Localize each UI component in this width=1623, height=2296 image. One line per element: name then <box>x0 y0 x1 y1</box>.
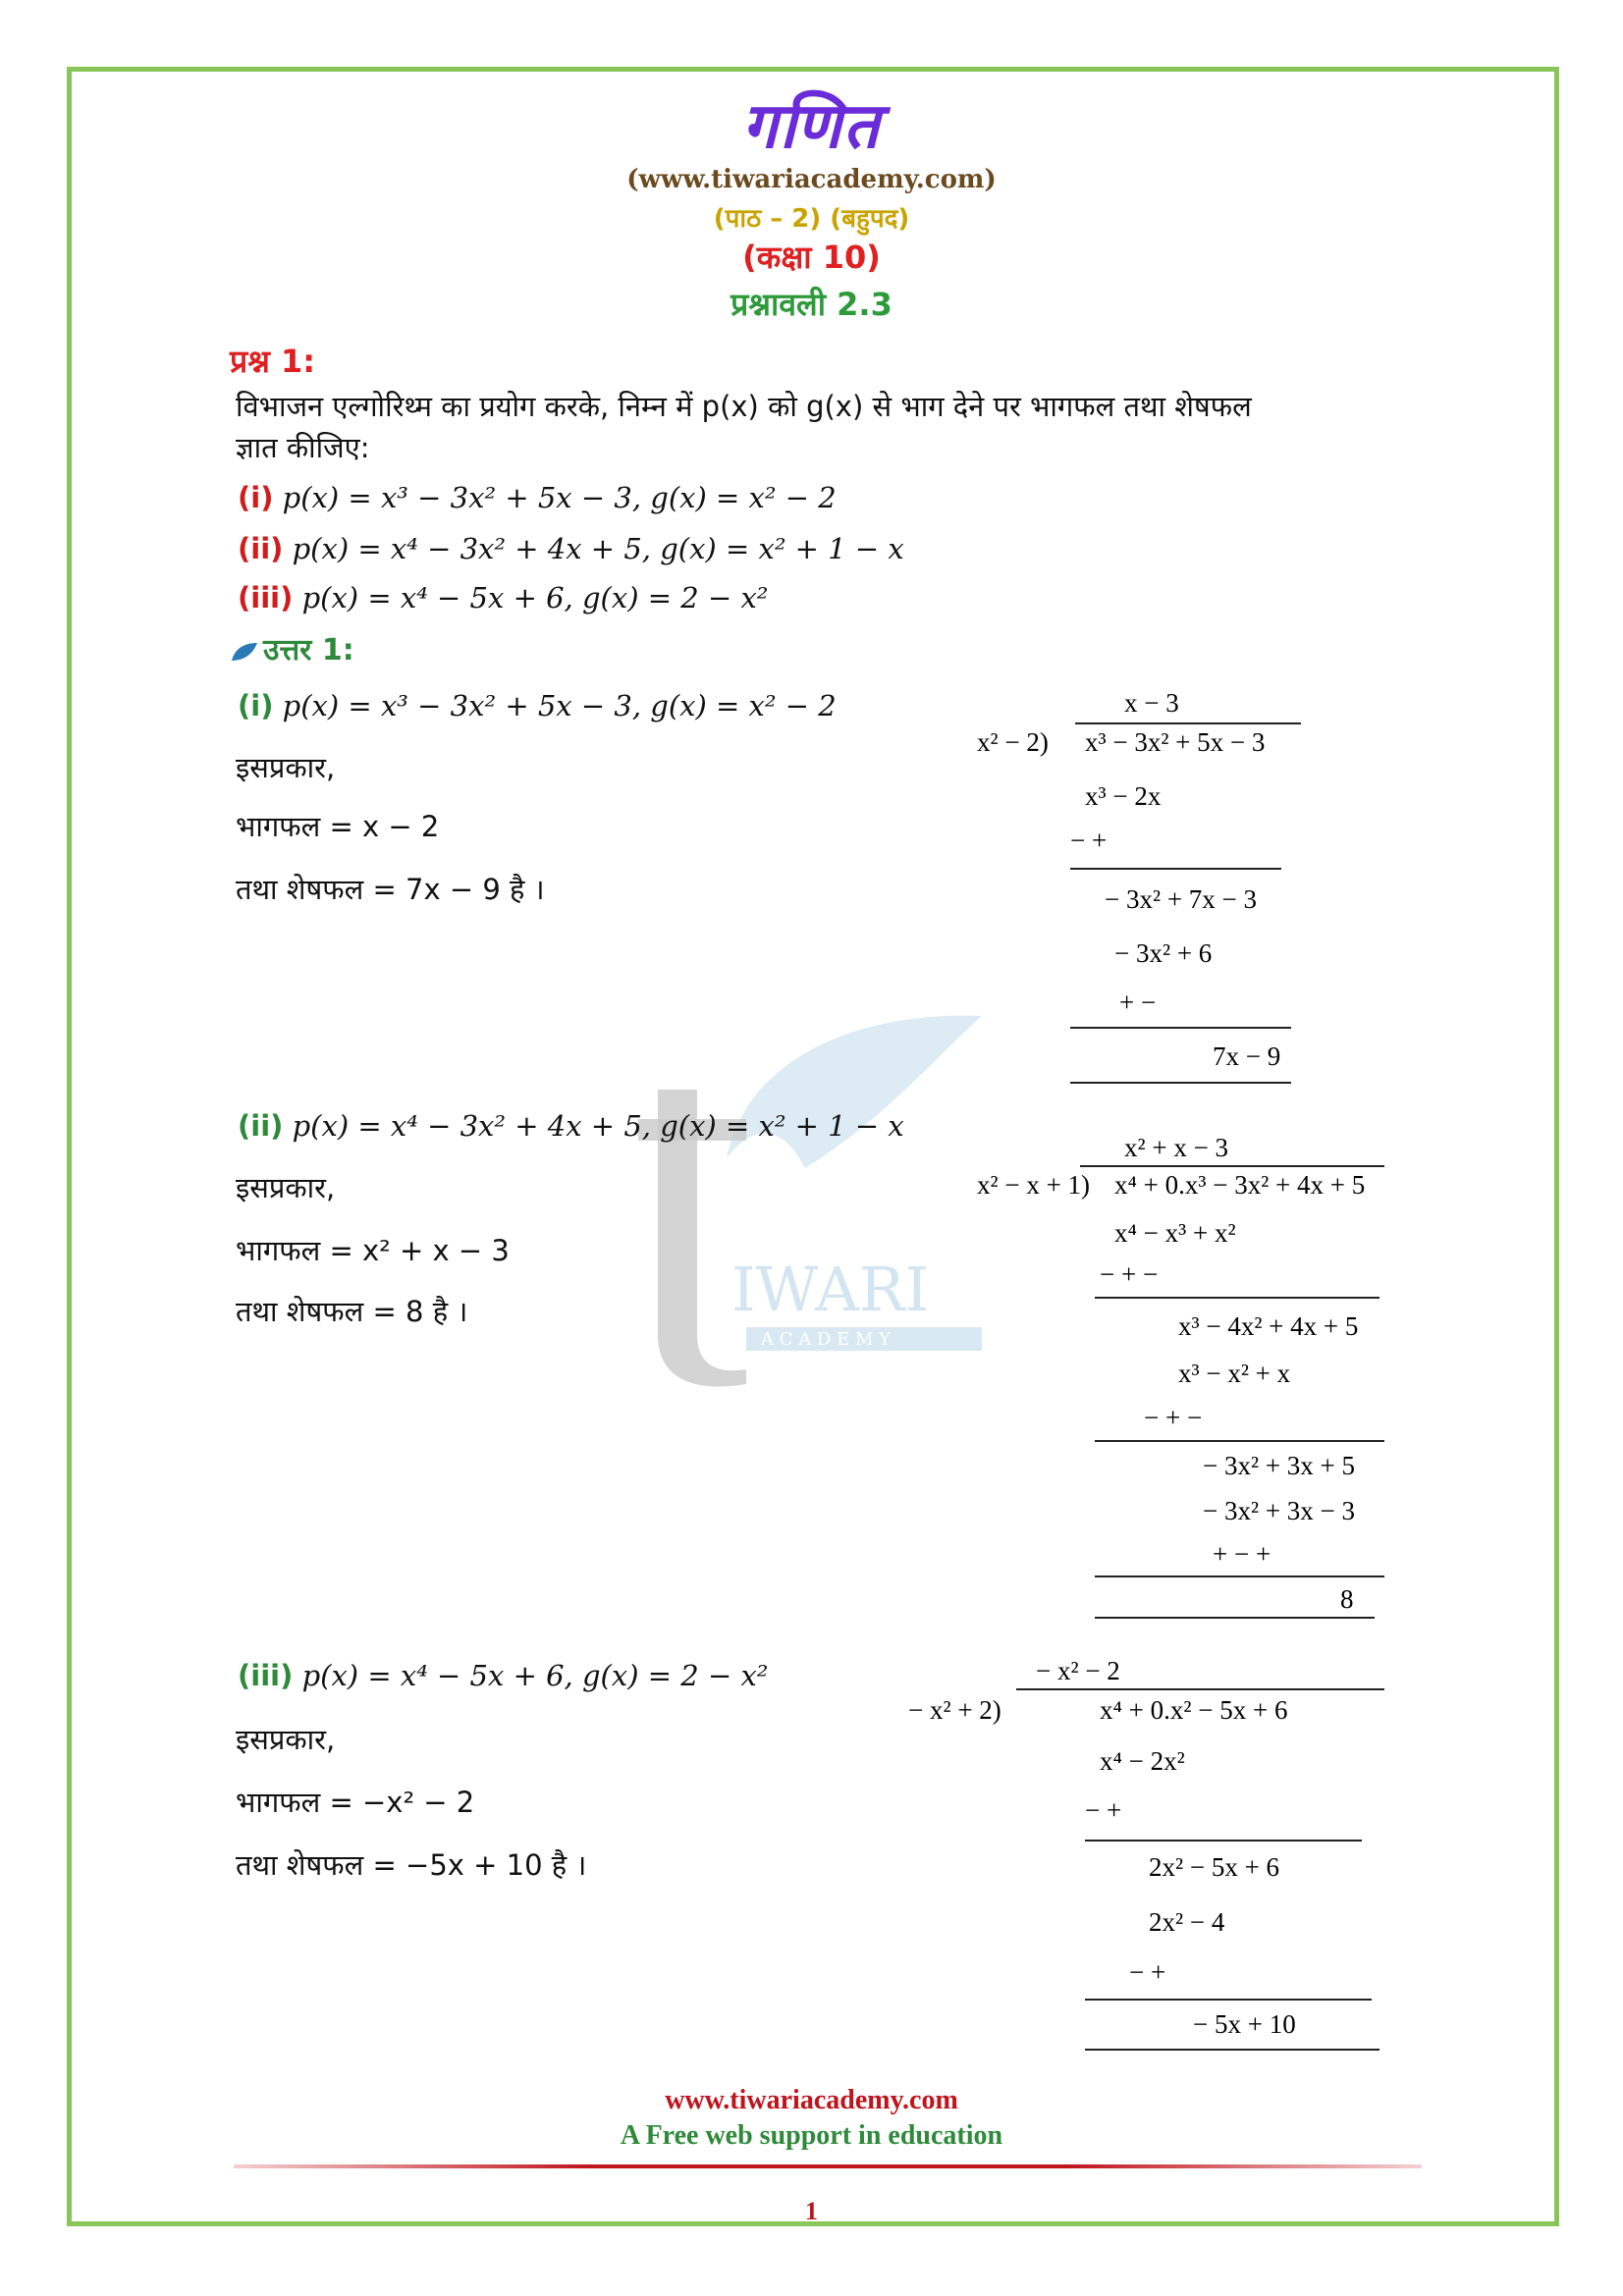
division-row: − + − <box>1100 1259 1159 1289</box>
answer-part-ii-expr <box>238 1109 904 1143</box>
item-expr: p(x) = x⁴ − 5x + 6, g(x) = 2 − x² <box>301 581 769 614</box>
answer-part-i-quotient: भागफल = x − 2 <box>236 810 440 843</box>
answer-part-iii-remainder: तथा शेषफल = −5x + 10 है । <box>236 1848 587 1882</box>
answer-part-iii-expr <box>238 1659 768 1692</box>
header-site: (www.tiwariacademy.com) <box>626 165 997 194</box>
long-division-ii <box>977 1129 1399 1620</box>
footer-divider <box>234 2164 1422 2168</box>
question-text-line1: विभाजन एल्गोरिथ्म का प्रयोग करके, निम्न में p(x) को g(x) से भाग देने पर भागफल तथा शेषफल <box>236 390 1252 423</box>
division-row: x⁴ − x³ + x² <box>1114 1218 1236 1248</box>
question-item-iii <box>238 581 768 614</box>
class-label: (कक्षा 10) <box>742 239 881 276</box>
leaf-icon <box>230 641 259 663</box>
answer-part-i-expr <box>238 689 837 722</box>
answer-part-ii-quotient: भागफल = x² + x − 3 <box>236 1234 510 1267</box>
division-row: − + <box>1085 1795 1122 1825</box>
page-number: 1 <box>805 2197 818 2225</box>
part-label: (i) <box>238 689 274 722</box>
division-row: 2x² − 5x + 6 <box>1149 1852 1280 1882</box>
item-label: (ii) <box>238 532 284 565</box>
subject-title: गणित <box>741 90 882 163</box>
division-row: − 3x² + 3x − 3 <box>1203 1496 1356 1525</box>
long-division-i <box>977 682 1330 1095</box>
division-dividend: x⁴ + 0.x³ − 3x² + 4x + 5 <box>1114 1170 1366 1200</box>
item-label: (iii) <box>238 581 294 614</box>
question-item-i <box>238 481 837 514</box>
division-row: x³ − 2x <box>1085 781 1162 811</box>
division-row: 8 <box>1340 1584 1354 1614</box>
answer-part-iii-thus: इसप्रकार, <box>236 1723 336 1756</box>
division-row: + − <box>1119 988 1157 1017</box>
division-row: x³ − x² + x <box>1178 1359 1291 1388</box>
item-expr: p(x) = x⁴ − 3x² + 4x + 5, g(x) = x² + 1 − x <box>292 532 904 565</box>
division-row: − 3x² + 6 <box>1114 938 1213 968</box>
exercise-label: प्रश्नावली 2.3 <box>730 286 893 323</box>
footer-tagline: A Free web support in education <box>620 2120 1003 2151</box>
part-label: (iii) <box>238 1659 294 1692</box>
long-division-iii <box>908 1654 1399 2056</box>
part-expr: p(x) = x⁴ − 5x + 6, g(x) = 2 − x² <box>301 1659 769 1692</box>
division-quotient: x − 3 <box>1124 688 1179 718</box>
division-row: x³ − 4x² + 4x + 5 <box>1178 1311 1359 1341</box>
footer-site: www.tiwariacademy.com <box>665 2085 958 2115</box>
question-text-line2: ज्ञात कीजिए: <box>236 431 370 464</box>
answer-part-iii-quotient: भागफल = −x² − 2 <box>236 1786 475 1819</box>
answer-part-i-thus: इसप्रकार, <box>236 751 336 784</box>
question-item-ii <box>238 532 904 565</box>
division-row: − 3x² + 7x − 3 <box>1105 884 1258 914</box>
part-expr: p(x) = x⁴ − 3x² + 4x + 5, g(x) = x² + 1 − x <box>292 1109 904 1143</box>
division-divisor: x² − 2) <box>977 727 1049 757</box>
watermark-sub: A C A D E M Y <box>761 1329 891 1350</box>
answer-part-ii-remainder: तथा शेषफल = 8 है । <box>236 1295 468 1328</box>
division-row: 2x² − 4 <box>1149 1907 1225 1937</box>
division-row: − + <box>1129 1957 1166 1987</box>
division-row: − + − <box>1144 1403 1203 1432</box>
division-dividend: x⁴ + 0.x² − 5x + 6 <box>1100 1695 1288 1725</box>
part-expr: p(x) = x³ − 3x² + 5x − 3, g(x) = x² − 2 <box>282 689 837 722</box>
item-label: (i) <box>238 481 274 514</box>
division-row: 7x − 9 <box>1213 1041 1281 1071</box>
division-row: − 3x² + 3x + 5 <box>1203 1451 1356 1480</box>
item-expr: p(x) = x³ − 3x² + 5x − 3, g(x) = x² − 2 <box>282 481 837 514</box>
division-dividend: x³ − 3x² + 5x − 3 <box>1085 727 1266 757</box>
division-row: + − + <box>1213 1539 1271 1569</box>
division-divisor: − x² + 2) <box>908 1695 1001 1725</box>
answer-part-i-remainder: तथा शेषफल = 7x − 9 है । <box>236 873 545 906</box>
part-label: (ii) <box>238 1109 284 1143</box>
division-quotient: x² + x − 3 <box>1124 1133 1229 1162</box>
division-quotient: − x² − 2 <box>1036 1656 1120 1685</box>
tiwari-academy-watermark <box>638 972 992 1394</box>
division-row: − + <box>1070 826 1108 855</box>
chapter-label: (पाठ – 2) (बहुपद) <box>713 204 910 234</box>
division-row: − 5x + 10 <box>1193 2009 1296 2039</box>
answer-heading-text: उत्तर 1: <box>263 633 354 667</box>
division-row: x⁴ − 2x² <box>1100 1746 1185 1776</box>
answer-heading <box>230 628 354 668</box>
answer-part-ii-thus: इसप्रकार, <box>236 1171 336 1204</box>
watermark-brand: IWARI <box>731 1254 930 1325</box>
question-heading: प्रश्न 1: <box>230 343 316 380</box>
division-divisor: x² − x + 1) <box>977 1170 1091 1200</box>
